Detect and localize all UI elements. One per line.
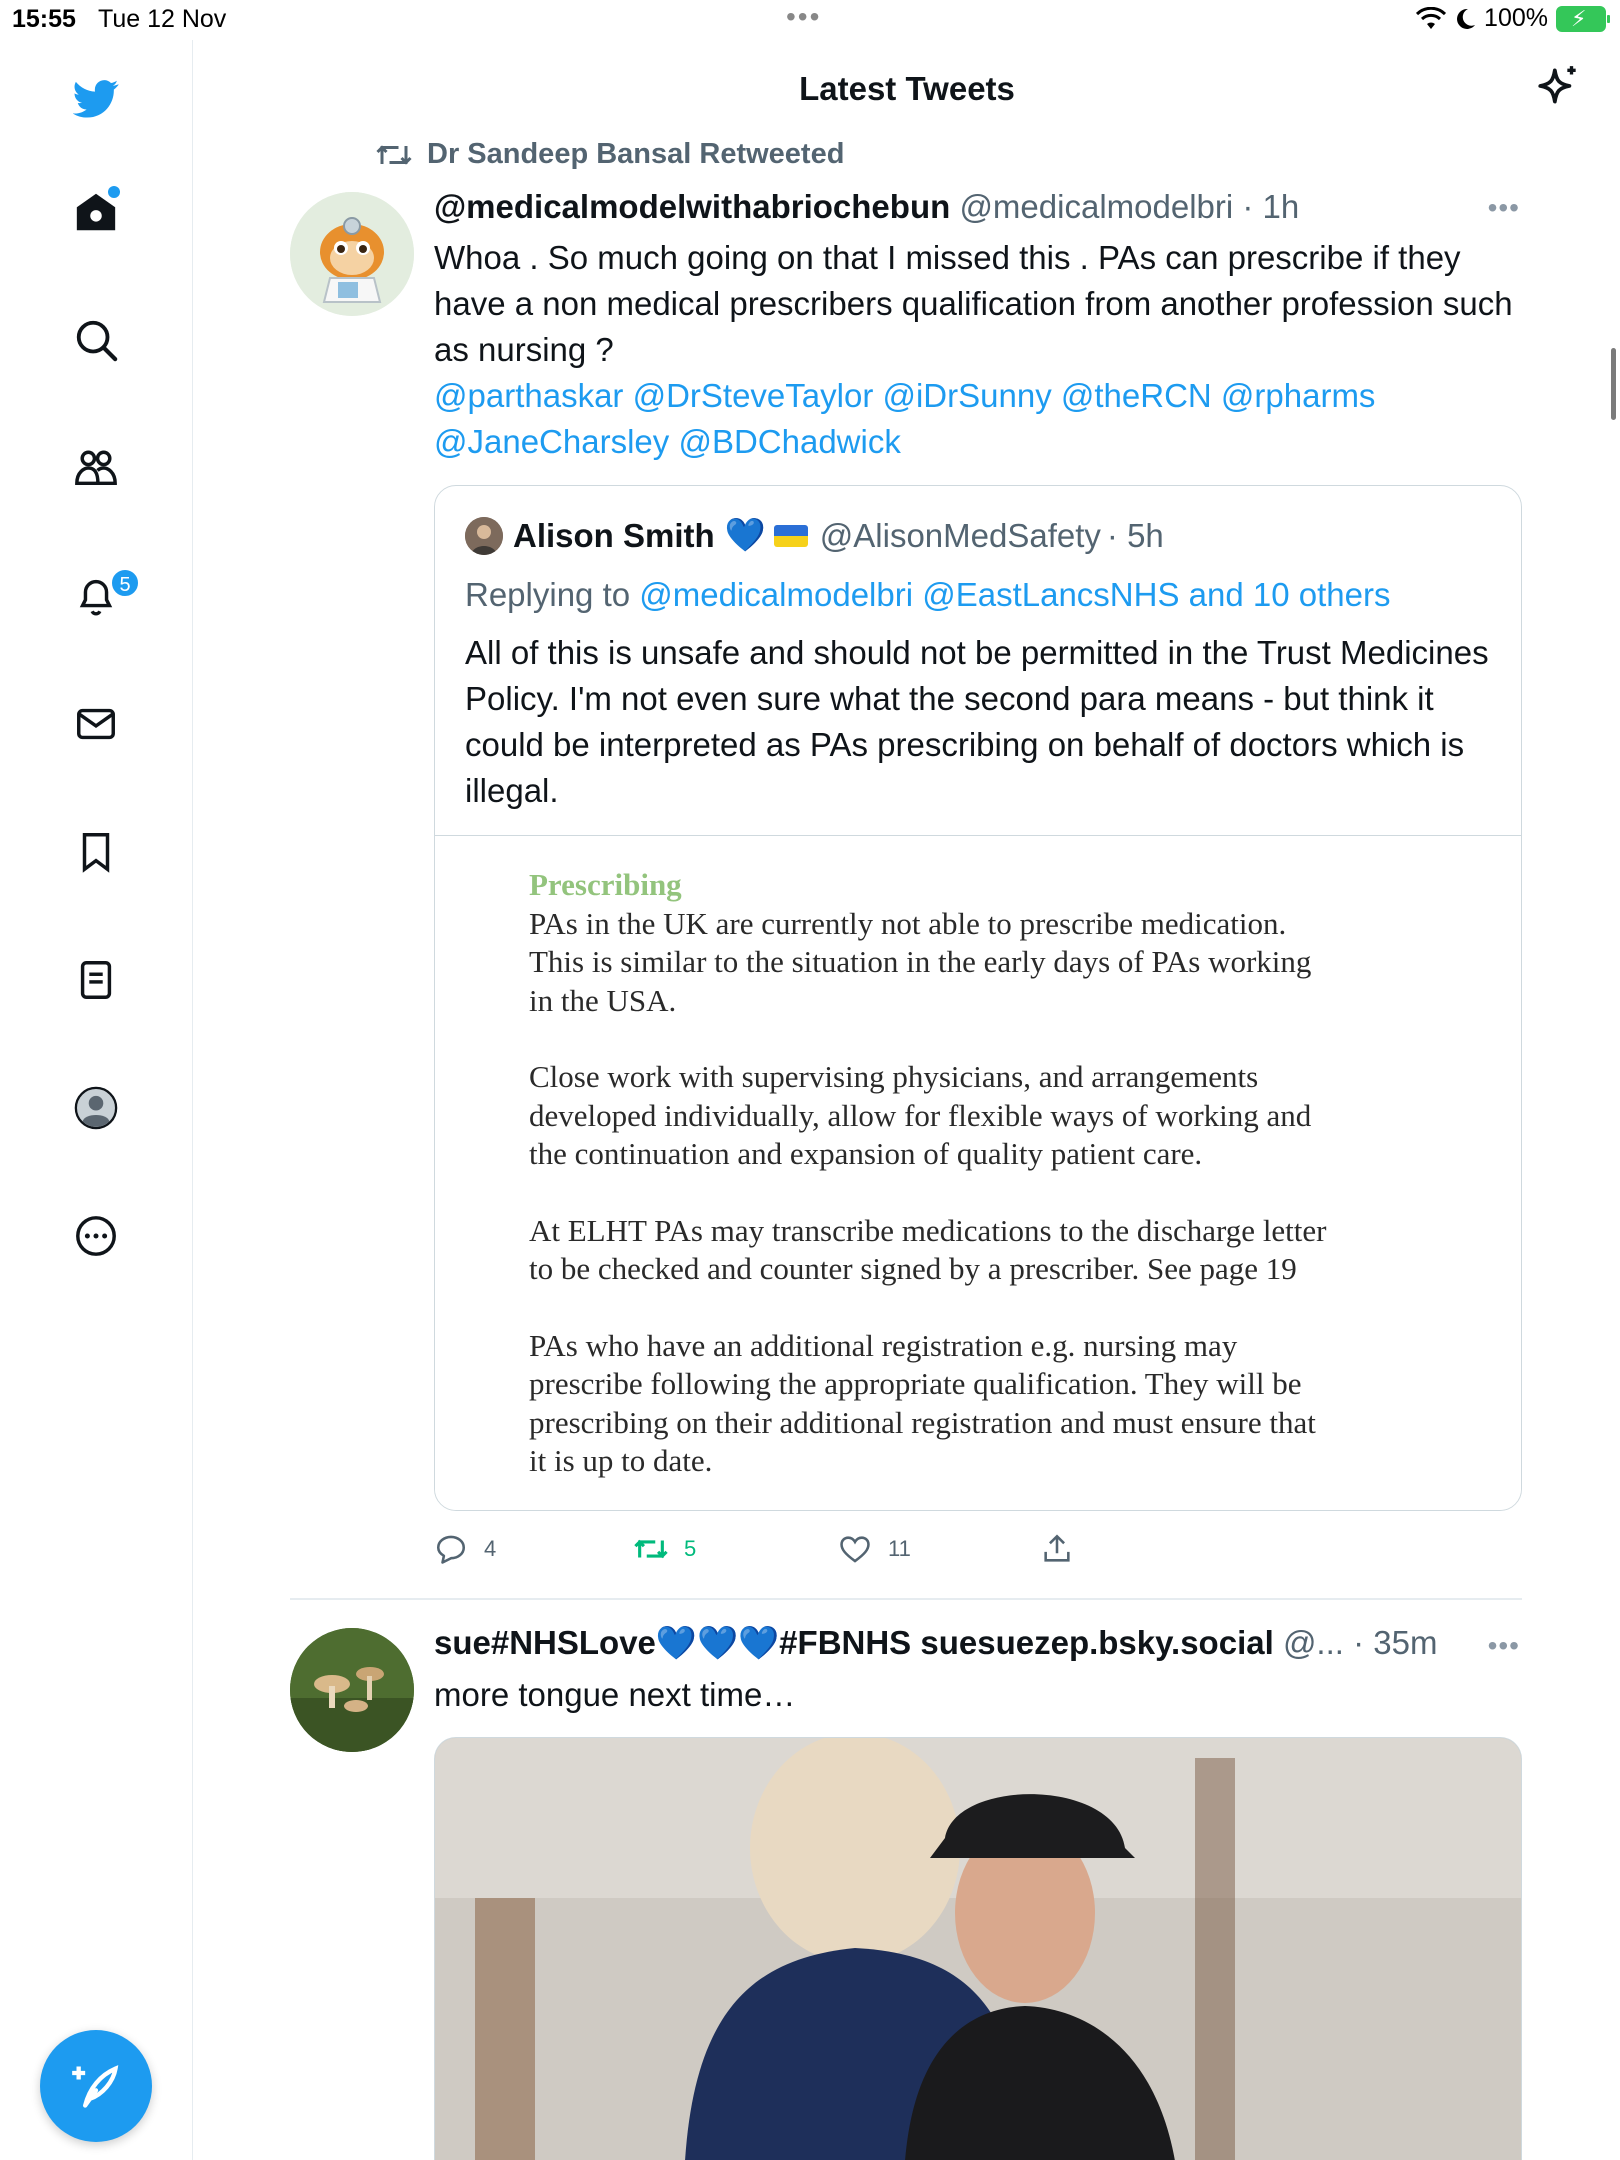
tweet2-author-handle[interactable]: @...	[1282, 1624, 1344, 1661]
like-button[interactable]	[838, 1532, 911, 1566]
tweet2-author-line	[434, 1624, 1437, 1663]
tweet2-author-avatar[interactable]	[290, 1628, 414, 1752]
document-paragraph-4: PAs who have an additional registration e.g. nursing may prescribe following the appropriate qualification. They will be prescribing on their additional registration and must ensure that it is up to date.	[529, 1327, 1316, 1478]
quoted-tweet-document-image[interactable]	[435, 835, 1522, 1511]
status-bar	[0, 0, 1620, 40]
ukraine-flag-icon	[774, 525, 808, 547]
messages-envelope-icon[interactable]	[66, 694, 126, 754]
heart-icon	[838, 1532, 872, 1566]
retweet-count: 5	[684, 1536, 697, 1561]
twitter-logo-icon[interactable]	[66, 68, 126, 128]
tweet-divider	[290, 1598, 1522, 1600]
moon-icon	[1454, 7, 1476, 31]
retweeted-by-label[interactable]: Dr Sandeep Bansal Retweeted	[427, 138, 845, 170]
notifications-bell-icon[interactable]	[66, 566, 131, 626]
home-icon[interactable]	[66, 182, 126, 242]
tweet-mentions-line-2[interactable]: @JaneCharsley @BDChadwick	[434, 423, 901, 460]
like-count: 11	[888, 1536, 911, 1561]
lists-icon[interactable]	[66, 950, 126, 1010]
wifi-icon	[1416, 7, 1446, 31]
tweet-mentions-line-1[interactable]: @parthaskar @DrSteveTaylor @iDrSunny @theRCN @rpharms	[434, 377, 1376, 414]
compose-tweet-button[interactable]	[40, 2030, 152, 2142]
quoted-tweet-card[interactable]	[434, 485, 1522, 1511]
retweet-icon	[634, 1532, 668, 1566]
reply-bubble-icon	[434, 1532, 468, 1566]
replying-to-prefix: Replying to	[465, 576, 631, 613]
document-paragraph-2: Close work with supervising physicians, and arrangements developed individually, allow for flexible ways of working and the continuation and expansion of quality patient care.	[529, 1059, 1312, 1171]
blue-heart-emoji: 💙	[724, 516, 766, 553]
tweet2-timestamp[interactable]: · 35m	[1353, 1624, 1438, 1661]
share-upload-icon	[1040, 1532, 1074, 1566]
document-excerpt	[529, 866, 1327, 1511]
quoted-tweet-text: All of this is unsafe and should not be permitted in the Trust Medicines Policy. I'm not even sure what the second para means - but think it could be interpreted as PAs prescribing on behalf of doctors which is illegal.	[465, 634, 1489, 809]
status-date: Tue 12 Nov	[98, 5, 227, 33]
retweet-icon	[375, 140, 413, 170]
tweet-actions	[434, 1532, 1134, 1572]
document-heading: Prescribing	[529, 867, 682, 902]
reply-button[interactable]	[434, 1532, 496, 1566]
notifications-badge: 5	[110, 568, 140, 598]
share-button[interactable]	[1040, 1532, 1074, 1566]
quoted-author-avatar	[465, 517, 503, 555]
tweet2-text: more tongue next time…	[434, 1676, 796, 1713]
tweet-author-handle[interactable]: @medicalmodelbri	[959, 188, 1234, 225]
home-new-dot	[108, 186, 120, 198]
tweet-author-line	[434, 188, 1299, 226]
battery-percent: 100%	[1484, 4, 1548, 32]
quoted-tweet-author-line	[465, 516, 1164, 555]
document-paragraph-1: PAs in the UK are currently not able to prescribe medication. This is similar to the situation in the early days of PAs working in the USA.	[529, 905, 1312, 1018]
quoted-author-name[interactable]: Alison Smith	[513, 516, 715, 554]
tweet-timestamp[interactable]: · 1h	[1242, 188, 1300, 225]
bookmark-icon[interactable]	[66, 822, 126, 882]
tweet-more-icon[interactable]: •••	[1487, 192, 1520, 223]
communities-icon[interactable]	[66, 438, 126, 498]
sparkle-icon[interactable]	[1534, 62, 1584, 112]
tweet-body	[434, 235, 1514, 465]
tweet2-photo[interactable]	[434, 1737, 1522, 2160]
quoted-replying-to	[465, 576, 1390, 614]
status-time: 15:55	[12, 5, 76, 33]
compose-feather-icon	[70, 2060, 122, 2112]
multitasking-dots-icon[interactable]: •••	[786, 1, 822, 32]
replying-to-mentions[interactable]: @medicalmodelbri @EastLancsNHS and 10 others	[639, 576, 1391, 613]
quoted-tweet-timestamp[interactable]: · 5h	[1106, 516, 1164, 554]
profile-avatar-icon[interactable]	[66, 1078, 126, 1138]
retweet-button[interactable]	[634, 1532, 696, 1566]
more-options-circle-icon[interactable]	[66, 1206, 126, 1266]
mushroom-photo-avatar-icon	[290, 1628, 414, 1752]
tweet2-more-icon[interactable]: •••	[1487, 1630, 1520, 1661]
battery-icon: ⚡	[1556, 6, 1606, 32]
tweet-author-avatar[interactable]	[290, 192, 414, 316]
status-indicators	[1416, 4, 1606, 33]
quoted-author-handle[interactable]: @AlisonMedSafety	[819, 516, 1101, 554]
cartoon-doctor-avatar-icon	[290, 192, 414, 316]
tweet-text: Whoa . So much going on that I missed this . PAs can prescribe if they have a non medical prescribers qualification from another profession such as nursing ?	[434, 239, 1513, 368]
document-paragraph-3: At ELHT PAs may transcribe medications to the discharge letter to be checked and counter signed by a prescriber. See page 19	[529, 1212, 1327, 1286]
retweet-context	[375, 138, 844, 171]
search-icon[interactable]	[66, 310, 126, 370]
tweet2-author-name[interactable]: sue#NHSLove💙💙💙#FBNHS suesuezep.bsky.social	[434, 1624, 1274, 1661]
timeline-header	[194, 40, 1620, 140]
two-men-photo-image	[435, 1738, 1522, 2160]
tweet-author-name[interactable]: @medicalmodelwithabriochebun	[434, 188, 951, 225]
sidebar	[0, 40, 193, 2160]
page-title: Latest Tweets	[799, 70, 1015, 107]
reply-count: 4	[484, 1536, 497, 1561]
scroll-indicator[interactable]	[1611, 348, 1616, 420]
